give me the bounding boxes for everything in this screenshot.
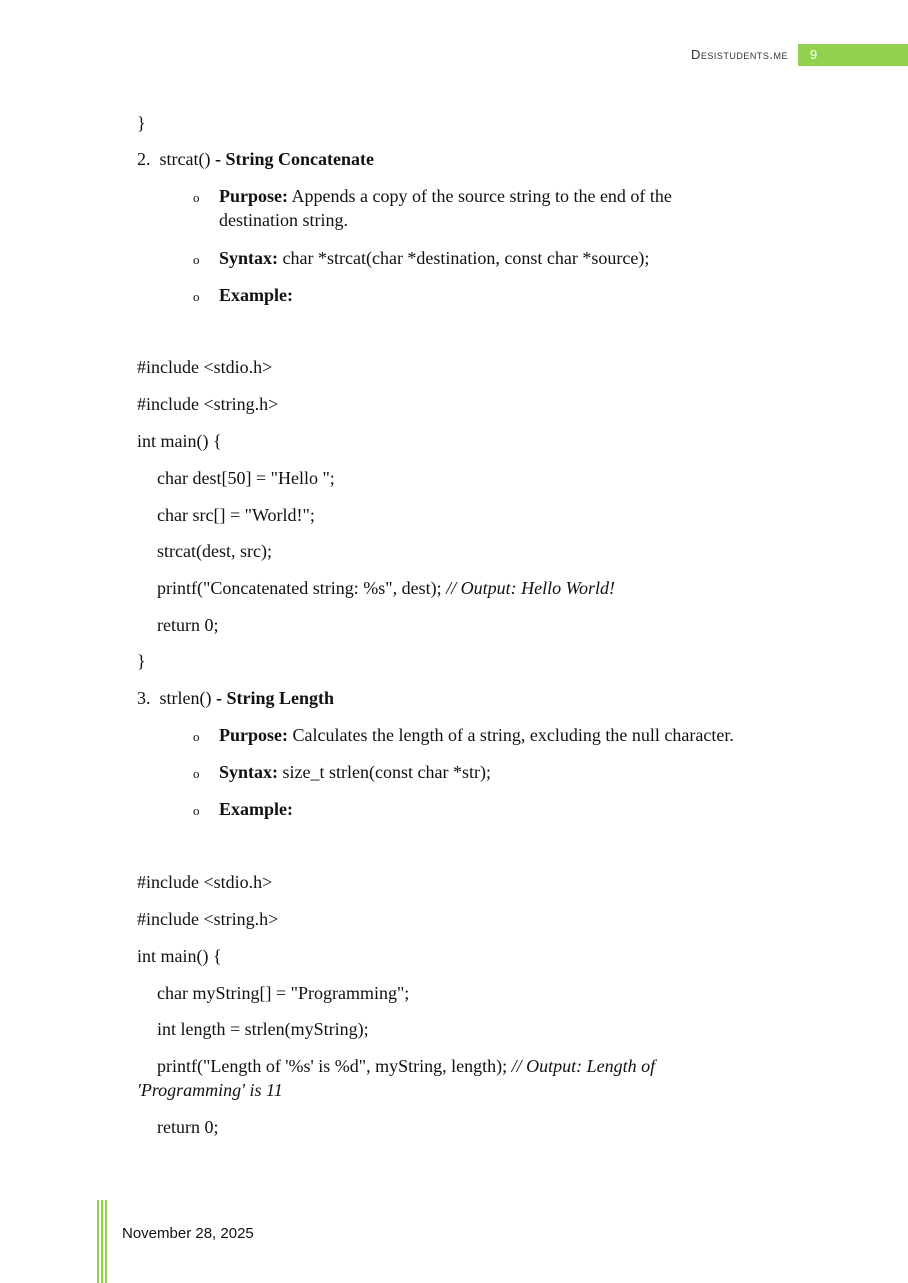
code-line: int main() { (137, 946, 222, 966)
code-line: int main() { (137, 431, 222, 451)
code-line: printf("Length of '%s' is %d", myString, length); // Output: Length of (157, 1056, 656, 1076)
code-line: #include <string.h> (137, 909, 279, 929)
code-line: #include <stdio.h> (137, 357, 273, 377)
code-line: return 0; (157, 1117, 219, 1137)
code-line: strcat(dest, src); (157, 541, 272, 561)
syntax-label: Syntax: (219, 762, 279, 782)
example-label: Example: (219, 799, 293, 819)
purpose-label: Purpose: (219, 725, 288, 745)
code-comment-cont: 'Programming' is 11 (137, 1080, 283, 1100)
bullet-icon: o (193, 252, 200, 267)
section-title: - String Concatenate (214, 149, 374, 169)
purpose-line: Purpose: Calculates the length of a string, excluding the null character. (219, 725, 734, 745)
syntax-line: Syntax: size_t strlen(const char *str); (219, 762, 491, 782)
purpose-line: Purpose: Appends a copy of the source string to the end of the (219, 186, 672, 206)
footer-date: November 28, 2025 (122, 1225, 254, 1242)
bullet-icon: o (193, 729, 200, 744)
bullet-icon: o (193, 803, 200, 818)
example-label: Example: (219, 285, 293, 305)
section-number: 3. (137, 688, 151, 708)
section-heading-strcat (137, 148, 374, 170)
code-line: char src[] = "World!"; (157, 505, 315, 525)
code-line: } (137, 651, 146, 671)
code-line: char dest[50] = "Hello "; (157, 468, 335, 488)
section-heading-strlen (137, 687, 334, 709)
code-line: int length = strlen(myString); (157, 1019, 369, 1039)
footer-bars-decoration (97, 1200, 111, 1283)
code-comment: // Output: Length of (511, 1056, 656, 1076)
syntax-line: Syntax: char *strcat(char *destination, const char *source); (219, 248, 650, 268)
code-line: return 0; (157, 615, 219, 635)
section-title: - String Length (215, 688, 334, 708)
site-name: Desistudents.me (690, 47, 788, 62)
purpose-line-cont: destination string. (219, 210, 348, 230)
code-comment: // Output: Hello World! (446, 578, 615, 598)
code-line: printf("Concatenated string: %s", dest); // Output: Hello World! (157, 578, 615, 598)
bullet-icon: o (193, 766, 200, 781)
page-header (0, 44, 908, 66)
bullet-icon: o (193, 289, 200, 304)
code-line: char myString[] = "Programming"; (157, 983, 410, 1003)
syntax-label: Syntax: (219, 248, 279, 268)
purpose-label: Purpose: (219, 186, 288, 206)
section-number: 2. (137, 149, 151, 169)
page-number: 9 (798, 44, 908, 66)
bullet-icon: o (193, 190, 200, 205)
function-name: strcat() (159, 149, 211, 169)
function-name: strlen() (159, 688, 212, 708)
code-line: #include <stdio.h> (137, 872, 273, 892)
closing-brace: } (137, 113, 146, 133)
code-line: #include <string.h> (137, 394, 279, 414)
